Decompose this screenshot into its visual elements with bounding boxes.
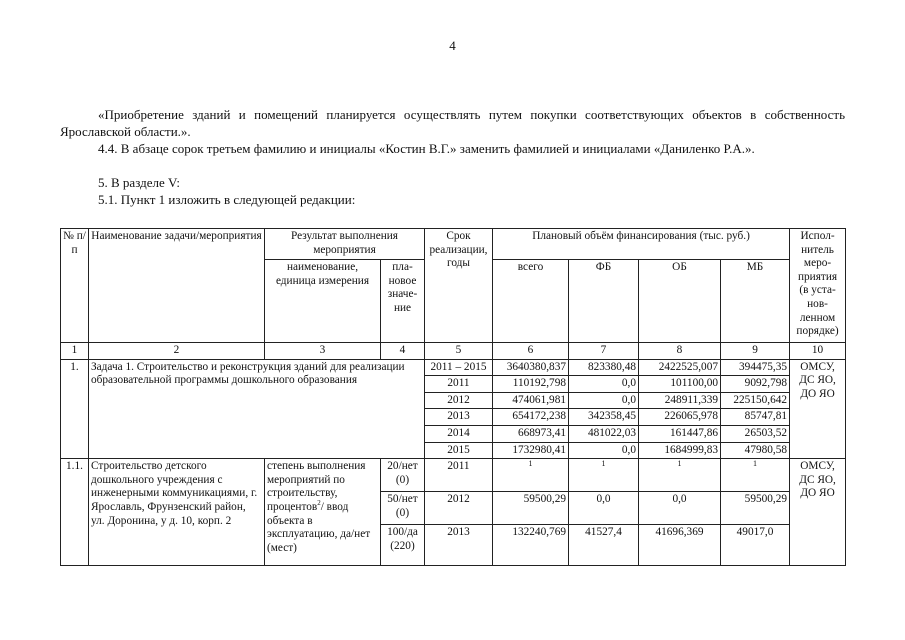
task1-total: 110192,798 — [493, 376, 569, 393]
financing-table — [60, 228, 846, 566]
task1-ob: 2422525,007 — [639, 359, 721, 376]
column-number: 7 — [569, 343, 639, 360]
column-number: 3 — [265, 343, 381, 360]
paragraph-5: 5. В разделе V: — [98, 175, 181, 190]
item11-year: 2013 — [425, 525, 493, 566]
header-result: Результат выполнения мероприятия — [265, 229, 425, 260]
column-number: 6 — [493, 343, 569, 360]
item11-executor: ОМСУ, ДС ЯО, ДО ЯО — [790, 459, 846, 566]
task1-num: 1. — [61, 359, 89, 459]
task1-year: 2011 – 2015 — [425, 359, 493, 376]
item11-mb: 59500,29 — [721, 492, 790, 525]
task1-year: 2014 — [425, 425, 493, 442]
header-term: Срок реализации, годы — [425, 229, 493, 343]
header-total: всего — [493, 260, 569, 343]
task1-fb: 0,0 — [569, 376, 639, 393]
page-number: 4 — [449, 38, 456, 53]
item11-total: 132240,769 — [493, 525, 569, 566]
task1-year: 2012 — [425, 392, 493, 409]
item11-value: 100/да (220) — [381, 525, 425, 566]
task1-mb: 225150,642 — [721, 392, 790, 409]
header-executor: Испол-нитель меро-приятия (в уста-нов-ленном порядке) — [790, 229, 846, 343]
task1-ob: 226065,978 — [639, 409, 721, 426]
paragraph-quote: «Приобретение зданий и помещений планируется осуществлять путем покупки соответствующих объектов в собственность Ярославской области.». — [60, 107, 845, 139]
task1-year: 2015 — [425, 442, 493, 459]
task1-mb: 26503,52 — [721, 425, 790, 442]
task1-executor: ОМСУ, ДС ЯО, ДО ЯО — [790, 359, 846, 459]
item11-indicator-tail: / ввод объекта в эксплуатацию, да/нет (мест) — [267, 500, 371, 554]
task1-year: 2013 — [425, 409, 493, 426]
item11-num: 1.1. — [61, 459, 89, 566]
task1-mb: 47980,58 — [721, 442, 790, 459]
header-num: № п/п — [61, 229, 89, 343]
task1-ob: 161447,86 — [639, 425, 721, 442]
column-number: 1 — [61, 343, 89, 360]
header-mb: МБ — [721, 260, 790, 343]
task1-ob: 248911,339 — [639, 392, 721, 409]
header-result-name: наименование, единица измерения — [265, 260, 381, 343]
item11-indicator — [265, 459, 381, 566]
paragraph-4-4: 4.4. В абзаце сорок третьем фамилию и инициалы «Костин В.Г.» заменить фамилией и инициалами «Даниленко Р.А.». — [98, 141, 755, 156]
task1-ob: 1684999,83 — [639, 442, 721, 459]
header-name: Наименование задачи/мероприятия — [89, 229, 265, 343]
task1-fb: 0,0 — [569, 442, 639, 459]
item11-ob: 41696,369 — [639, 525, 721, 566]
item11-name: Строительство детского дошкольного учреждения с инженерными коммуникациями, г. Ярославль, Фрунзенский район, ул. Доронина, у д. 10, корп. 2 — [89, 459, 265, 566]
task1-name: Задача 1. Строительство и реконструкция зданий для реализации образовательной программы дошкольного образования — [89, 359, 425, 459]
paragraph-5-1: 5.1. Пункт 1 изложить в следующей редакции: — [98, 192, 356, 207]
header-result-value: пла-новое значе-ние — [381, 260, 425, 343]
table-row — [61, 359, 846, 376]
item11-ob: 1 — [639, 459, 721, 492]
task1-fb: 823380,48 — [569, 359, 639, 376]
header-finance: Плановый объём финансирования (тыс. руб.) — [493, 229, 790, 260]
task1-total: 1732980,41 — [493, 442, 569, 459]
task1-total: 3640380,837 — [493, 359, 569, 376]
item11-ob: 0,0 — [639, 492, 721, 525]
item11-total: 59500,29 — [493, 492, 569, 525]
item11-mb: 49017,0 — [721, 525, 790, 566]
column-number-row — [61, 343, 846, 360]
item11-fb: 1 — [569, 459, 639, 492]
task1-total: 654172,238 — [493, 409, 569, 426]
column-number: 4 — [381, 343, 425, 360]
task1-total: 474061,981 — [493, 392, 569, 409]
item11-value: 50/нет (0) — [381, 492, 425, 525]
task1-ob: 101100,00 — [639, 376, 721, 393]
column-number: 9 — [721, 343, 790, 360]
item11-total: 1 — [493, 459, 569, 492]
task1-total: 668973,41 — [493, 425, 569, 442]
item11-indicator-sup: 2 — [317, 499, 321, 508]
task1-fb: 481022,03 — [569, 425, 639, 442]
column-number: 8 — [639, 343, 721, 360]
task1-mb: 9092,798 — [721, 376, 790, 393]
task1-mb: 85747,81 — [721, 409, 790, 426]
header-row-1 — [61, 229, 846, 260]
item11-mb: 1 — [721, 459, 790, 492]
column-number: 5 — [425, 343, 493, 360]
header-ob: ОБ — [639, 260, 721, 343]
item11-indicator-main: степень выполнения мероприятий по строительству, процентов — [267, 460, 366, 513]
item11-fb: 41527,4 — [569, 525, 639, 566]
task1-fb: 0,0 — [569, 392, 639, 409]
item11-year: 2011 — [425, 459, 493, 492]
item11-value: 20/нет (0) — [381, 459, 425, 492]
task1-fb: 342358,45 — [569, 409, 639, 426]
header-fb: ФБ — [569, 260, 639, 343]
column-number: 2 — [89, 343, 265, 360]
item11-fb: 0,0 — [569, 492, 639, 525]
task1-year: 2011 — [425, 376, 493, 393]
item11-year: 2012 — [425, 492, 493, 525]
table-row — [61, 459, 846, 492]
column-number: 10 — [790, 343, 846, 360]
task1-mb: 394475,35 — [721, 359, 790, 376]
